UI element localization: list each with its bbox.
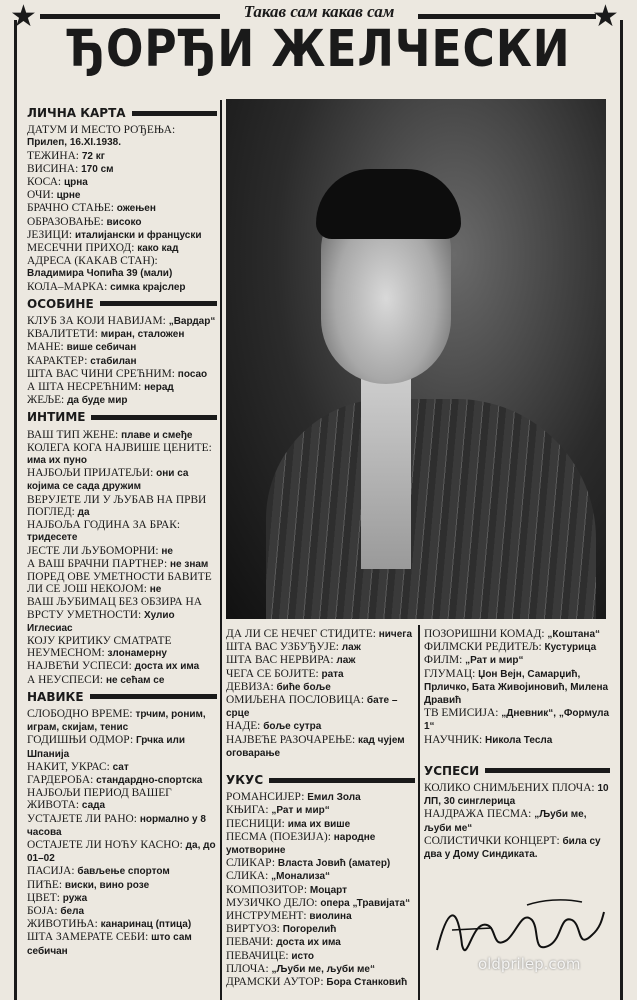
entry-answer: биће боље <box>276 681 331 693</box>
entry-answer: лаж <box>341 642 361 654</box>
entry-question: ПЛОЧА: <box>226 962 272 975</box>
entry-question: НАЈВЕЋЕ РАЗОЧАРЕЊЕ: <box>226 733 358 746</box>
entry-answer: стабилан <box>90 355 137 367</box>
questionnaire-entry <box>27 596 217 635</box>
entry-question: КОЈУ КРИТИКУ СМАТРАТЕ НЕУМЕСНОМ: <box>27 634 172 660</box>
portrait-photo <box>226 99 606 619</box>
entry-answer: ружа <box>62 892 88 904</box>
questionnaire-entry <box>424 734 610 747</box>
entry-question: ДАТУМ И МЕСТО РОЂЕЊА: <box>27 124 176 137</box>
questionnaire-entry <box>27 761 217 774</box>
page-frame-right <box>620 20 623 1000</box>
entry-answer: Погорелић <box>282 924 337 936</box>
entry-question: КОЛИКО СНИМЉЕНИХ ПЛОЧА: <box>424 782 598 795</box>
entry-answer: има их више <box>287 818 351 830</box>
entry-answer: исто <box>291 950 314 962</box>
entry-question: ПОЗОРИШНИ КОМАД: <box>424 628 548 640</box>
entry-answer: бате – срце <box>226 695 398 720</box>
questionnaire-entry <box>226 897 415 910</box>
star-icon: ★ <box>10 0 37 33</box>
star-icon: ★ <box>592 0 619 33</box>
entry-answer: „Дневник“, „Формула 1“ <box>424 708 610 733</box>
entry-question: СОЛИСТИЧКИ КОНЦЕРТ: <box>424 834 563 847</box>
entry-question: МАНЕ: <box>27 341 67 354</box>
questionnaire-entry <box>27 394 217 407</box>
questionnaire-entry <box>27 467 217 493</box>
photo-suit <box>266 399 596 619</box>
entry-question: СЛИКА: <box>226 870 272 883</box>
questionnaire-entry <box>424 808 610 834</box>
entry-answer: Грчка или Шпанија <box>27 735 185 760</box>
entry-question: ТЕЖИНА: <box>27 149 82 162</box>
entry-answer: плаве и смеђе <box>121 429 193 441</box>
entry-question: А ВАШ БРАЧНИ ПАРТНЕР: <box>27 557 170 570</box>
entry-answer: била су два у Дому Синдиката. <box>424 835 601 861</box>
questionnaire-entry <box>27 242 217 255</box>
entry-question: ГАРДЕРОБА: <box>27 773 97 786</box>
entry-question: КЛУБ ЗА КОЈИ НАВИЈАМ: <box>27 315 169 328</box>
entry-answer: нормално у 8 часова <box>27 813 206 838</box>
entry-question: КОЛА–МАРКА: <box>27 280 111 293</box>
entry-answer: „Љуби ме, љуби ме“ <box>424 809 587 834</box>
entry-answer: црне <box>56 190 81 202</box>
entry-answer: злонамерну <box>107 648 167 660</box>
questionnaire-entry <box>27 381 217 394</box>
entry-question: ПЕСМА (ПОЕЗИЈА): <box>226 830 334 843</box>
page-frame-left <box>14 20 17 1000</box>
entry-question: ШТА ВАС ЧИНИ СРЕЋНИМ: <box>27 367 178 380</box>
section-header <box>27 107 217 119</box>
entry-answer: 170 см <box>81 163 114 175</box>
entry-answer: италијански и француски <box>74 229 202 241</box>
questionnaire-entry <box>226 870 415 883</box>
entry-question: КАРАКТЕР: <box>27 354 91 367</box>
entry-question: ОЧИ: <box>27 189 57 202</box>
questionnaire-entry <box>27 918 217 931</box>
entry-question: ПАСИЈА: <box>27 865 78 878</box>
questionnaire-entry <box>27 429 217 442</box>
spacer <box>424 747 610 761</box>
entry-answer: симка крајслер <box>110 281 186 293</box>
entry-answer: не знам <box>169 558 209 570</box>
entry-question: КВАЛИТЕТИ: <box>27 328 101 341</box>
entry-answer: Прилеп, 16.XI.1938. <box>27 137 121 149</box>
entry-question: ВИСИНА: <box>27 162 82 175</box>
entry-question: ИНСТРУМЕНТ: <box>226 910 310 923</box>
entry-answer: канаринац (птица) <box>100 919 192 931</box>
questionnaire-entry <box>424 782 610 808</box>
entry-answer: стандардно-спортска <box>96 774 203 786</box>
entry-answer: „Рат и мир“ <box>271 805 330 817</box>
entry-question: НАУЧНИК: <box>424 733 485 746</box>
entry-question: НАДЕ: <box>226 720 264 733</box>
entry-question: ШТА ВАС НЕРВИРА: <box>226 654 337 667</box>
entry-answer: бела <box>60 905 85 917</box>
entry-question: ЈЕЗИЦИ: <box>27 228 75 241</box>
watermark: oldprilep.com <box>478 955 581 973</box>
entry-answer: не сећам се <box>105 674 165 686</box>
questionnaire-entry <box>27 176 217 189</box>
entry-answer: Никола Тесла <box>484 734 553 746</box>
questionnaire-entry <box>424 668 610 708</box>
entry-question: ЖЕЉЕ: <box>27 394 68 407</box>
entry-question: ПОРЕД ОВЕ УМЕТНОСТИ БАВИТЕ ЛИ СЕ ЈОШ НЕКОЈОМ: <box>27 570 212 596</box>
entry-answer: високо <box>106 216 142 228</box>
entry-answer: трчим, роним, играм, скијам, тенис <box>27 708 206 734</box>
questionnaire-entry <box>27 202 217 215</box>
section-header <box>424 765 610 777</box>
entry-answer: „Вардар“ <box>168 316 216 328</box>
questionnaire-entry <box>27 124 217 149</box>
entry-answer: миран, сталожен <box>100 329 185 341</box>
questionnaire-entry <box>27 368 217 381</box>
section-header <box>27 411 217 423</box>
entry-question: АДРЕСА (КАКАВ СТАН): <box>27 255 158 268</box>
entry-question: МУЗИЧКО ДЕЛО: <box>226 896 321 909</box>
entry-answer: Владимира Чопића 39 (мали) <box>27 268 173 280</box>
entry-answer: „Коштана“ <box>547 629 601 640</box>
section-title: ЛИЧНА КАРТА <box>27 106 126 120</box>
questionnaire-entry <box>424 641 610 654</box>
entry-question: ОСТАЈЕТЕ ЛИ НОЋУ КАСНО: <box>27 838 186 851</box>
entry-question: ВАШ ЉУБИМАЦ БЕЗ ОБЗИРА НА ВРСТУ УМЕТНОСТИ: <box>27 596 202 621</box>
questionnaire-entry <box>226 628 415 641</box>
column-divider <box>220 100 222 1000</box>
section-title: НАВИКЕ <box>27 689 84 704</box>
entry-question: ГОДИШЊИ ОДМОР: <box>27 734 137 747</box>
entry-question: УСТАЈЕТЕ ЛИ РАНО: <box>27 812 140 825</box>
entry-question: ВАШ ТИП ЖЕНЕ: <box>27 428 122 441</box>
entry-question: ВИРТУОЗ: <box>226 923 283 936</box>
entry-answer: ничега <box>378 629 413 640</box>
questionnaire-entry <box>27 355 217 368</box>
questionnaire-entry <box>27 519 217 544</box>
questionnaire-entry <box>226 720 415 733</box>
entry-answer: Џон Вејн, Самарџић, Прличко, Бата Живојиновић, Милена Дравић <box>424 668 609 707</box>
entry-question: ПЕВАЧИ: <box>226 936 277 949</box>
entry-question: ЦВЕТ: <box>27 891 63 904</box>
entry-question: БРАЧНО СТАЊЕ: <box>27 202 117 215</box>
entry-question: ПИЋЕ: <box>27 878 65 891</box>
entry-question: ОБРАЗОВАЊЕ: <box>27 215 107 228</box>
questionnaire-entry <box>27 660 217 673</box>
entry-question: КОМПОЗИТОР: <box>226 883 310 896</box>
entry-answer: да буде мир <box>67 395 128 407</box>
entry-answer: више себичан <box>66 342 137 354</box>
questionnaire-entry <box>27 229 217 242</box>
section-header <box>226 774 415 786</box>
photo-shirt <box>361 369 411 569</box>
questionnaire-entry <box>226 681 415 694</box>
section-header <box>27 298 217 310</box>
questionnaire-entry <box>27 674 217 687</box>
questionnaire-entry <box>27 774 217 787</box>
entry-answer: 10 ЛП, 30 синглерица <box>424 783 609 808</box>
entry-answer: „Монализа“ <box>271 871 331 883</box>
questionnaire-entry <box>27 787 217 812</box>
questionnaire-entry <box>27 635 217 660</box>
entry-answer: сат <box>112 761 129 773</box>
questionnaire-entry <box>27 905 217 918</box>
questionnaire-entry <box>27 813 217 839</box>
entry-question: НАЈБОЉИ ПЕРИОД ВАШЕГ ЖИВОТА: <box>27 787 172 812</box>
right-column <box>424 628 610 861</box>
questionnaire-entry <box>27 879 217 892</box>
entry-answer: да, до 01–02 <box>27 839 216 865</box>
section-title: УСПЕСИ <box>424 763 480 778</box>
section-rule <box>485 768 610 773</box>
entry-answer: бављење спортом <box>77 866 170 878</box>
entry-question: РОМАНСИЈЕР: <box>226 791 308 804</box>
entry-answer: кад чујем оговарање <box>226 734 405 759</box>
questionnaire-entry <box>226 668 415 681</box>
questionnaire-entry <box>424 628 610 641</box>
header-rule-left <box>40 14 220 19</box>
questionnaire-entry <box>27 328 217 341</box>
entry-answer: виски, вино розе <box>64 879 150 891</box>
page-title: ЂОРЂИ ЖЕЛЧЕСКИ <box>66 20 571 79</box>
questionnaire-entry <box>27 865 217 878</box>
entry-question: ДЕВИЗА: <box>226 680 277 693</box>
entry-answer: нерад <box>144 382 174 394</box>
entry-answer: тридесете <box>27 532 78 544</box>
questionnaire-entry <box>27 708 217 734</box>
entry-question: НАЈДРАЖА ПЕСМА: <box>424 808 535 821</box>
entry-question: НАЈВЕЋИ УСПЕСИ: <box>27 660 135 673</box>
entry-answer: виолина <box>309 911 352 923</box>
section-title: ОСОБИНЕ <box>27 296 94 311</box>
entry-answer: доста их има <box>134 661 200 673</box>
entry-answer: боље сутра <box>263 721 322 733</box>
entry-question: ШТА ЗАМЕРАТЕ СЕБИ: <box>27 931 152 944</box>
entry-question: ФИЛМ: <box>424 654 466 667</box>
entry-answer: има их пуно <box>27 455 87 467</box>
entry-answer: да <box>77 506 90 518</box>
entry-answer: опера „Травијата“ <box>320 897 411 909</box>
questionnaire-entry <box>226 857 415 870</box>
questionnaire-entry <box>27 558 217 571</box>
entry-answer: посао <box>177 368 208 380</box>
entry-question: ШТА ВАС УЗБУЂУЈЕ: <box>226 641 342 654</box>
questionnaire-entry <box>27 216 217 229</box>
entry-question: ГЛУМАЦ: <box>424 667 479 680</box>
entry-answer: рата <box>321 668 344 680</box>
entry-question: ЧЕГА СЕ БОЈИТЕ: <box>226 667 322 680</box>
entry-question: ЖИВОТИЊА: <box>27 918 101 931</box>
questionnaire-entry <box>27 150 217 163</box>
entry-answer: они са којима се сада дружим <box>27 468 189 493</box>
questionnaire-entry <box>27 341 217 354</box>
questionnaire-entry <box>27 931 217 957</box>
section-header <box>27 691 217 703</box>
questionnaire-entry <box>226 936 415 949</box>
questionnaire-entry <box>226 963 415 976</box>
entry-question: А НЕУСПЕСИ: <box>27 673 106 686</box>
questionnaire-entry <box>226 950 415 963</box>
questionnaire-entry <box>27 255 217 280</box>
entry-answer: Кустурица <box>544 642 597 654</box>
questionnaire-entry <box>226 641 415 654</box>
entry-question: ДА ЛИ СЕ НЕЧЕГ СТИДИТЕ: <box>226 628 379 640</box>
left-column <box>27 103 217 958</box>
section-title: ИНТИМЕ <box>27 410 86 425</box>
entry-question: ОМИЉЕНА ПОСЛОВИЦА: <box>226 694 367 707</box>
questionnaire-entry <box>27 494 217 519</box>
entry-question: СЛИКАР: <box>226 857 278 870</box>
questionnaire-entry <box>27 163 217 176</box>
entry-question: КОЛЕГА КОГА НАЈВИШЕ ЦЕНИТЕ: <box>27 441 212 454</box>
section-title: УКУС <box>226 773 264 788</box>
entry-question: ПЕВАЧИЦЕ: <box>226 949 292 962</box>
questionnaire-entry <box>226 734 415 760</box>
entry-question: ЈЕСТЕ ЛИ ЉУБОМОРНИ: <box>27 544 162 557</box>
entry-answer: Моцарт <box>309 884 348 896</box>
questionnaire-entry <box>226 884 415 897</box>
entry-question: НАЈБОЉА ГОДИНА ЗА БРАК: <box>27 519 181 532</box>
entry-answer: доста их има <box>276 937 341 949</box>
entry-answer: како кад <box>137 243 179 255</box>
entry-answer: народне умотворине <box>226 831 376 857</box>
photo-hair <box>316 169 461 239</box>
entry-question: СЛОБОДНО ВРЕМЕ: <box>27 707 136 720</box>
questionnaire-entry <box>27 442 217 467</box>
entry-question: ВЕРУЈЕТЕ ЛИ У ЉУБАВ НА ПРВИ ПОГЛЕД: <box>27 493 207 518</box>
entry-answer: што сам себичан <box>27 932 192 957</box>
entry-question: МЕСЕЧНИ ПРИХОД: <box>27 242 138 255</box>
questionnaire-entry <box>27 189 217 202</box>
questionnaire-entry <box>226 654 415 667</box>
questionnaire-entry <box>424 654 610 667</box>
section-rule <box>91 415 217 420</box>
questionnaire-entry <box>27 839 217 865</box>
questionnaire-entry <box>424 835 610 861</box>
entry-question: А ШТА НЕСРЕЋНИМ: <box>27 381 145 394</box>
entry-question: НАКИТ, УКРАС: <box>27 760 113 773</box>
entry-question: ТВ ЕМИСИЈА: <box>424 707 502 720</box>
column-divider <box>418 625 420 1000</box>
middle-column <box>226 628 415 989</box>
questionnaire-entry <box>226 694 415 720</box>
questionnaire-entry <box>27 892 217 905</box>
questionnaire-entry <box>226 818 415 831</box>
questionnaire-entry <box>226 791 415 804</box>
entry-answer: Хулио Иглесиас <box>27 609 175 634</box>
entry-question: КОСА: <box>27 176 64 189</box>
entry-answer: Емил Зола <box>307 792 361 804</box>
entry-question: ДРАМСКИ АУТОР: <box>226 976 327 989</box>
entry-answer: лаж <box>336 655 356 667</box>
entry-answer: Бора Станковић <box>326 977 408 989</box>
questionnaire-entry <box>226 910 415 923</box>
section-rule <box>100 301 217 306</box>
questionnaire-entry <box>27 545 217 558</box>
questionnaire-entry <box>226 831 415 857</box>
entry-answer: не <box>149 584 162 596</box>
header-rule-right <box>418 14 596 19</box>
questionnaire-entry <box>27 734 217 760</box>
entry-answer: ожењен <box>116 203 156 215</box>
tagline: Такав сам какав сам <box>243 2 395 21</box>
questionnaire-entry <box>226 804 415 817</box>
questionnaire-entry <box>226 976 415 989</box>
entry-question: КЊИГА: <box>226 804 272 817</box>
entry-question: ПЕСНИЦИ: <box>226 817 288 830</box>
entry-question: НАЈБОЉИ ПРИЈАТЕЉИ: <box>27 467 157 480</box>
questionnaire-entry <box>226 923 415 936</box>
entry-question: ФИЛМСКИ РЕДИТЕЉ: <box>424 641 545 654</box>
questionnaire-entry <box>27 571 217 596</box>
entry-answer: сада <box>81 800 106 812</box>
entry-answer: црна <box>63 177 88 189</box>
questionnaire-entry <box>27 281 217 294</box>
entry-answer: 72 кг <box>81 150 105 162</box>
entry-question: БОЈА: <box>27 904 61 917</box>
section-rule <box>269 778 415 783</box>
entry-answer: Власта Јовић (аматер) <box>277 858 391 870</box>
spacer <box>226 760 415 770</box>
entry-answer: „Љуби ме, љуби ме“ <box>271 963 375 975</box>
entry-answer: не <box>161 545 173 557</box>
section-rule <box>90 694 217 699</box>
section-rule <box>132 111 217 116</box>
questionnaire-entry <box>424 707 610 733</box>
questionnaire-entry <box>27 315 217 328</box>
entry-answer: „Рат и мир“ <box>465 655 524 667</box>
